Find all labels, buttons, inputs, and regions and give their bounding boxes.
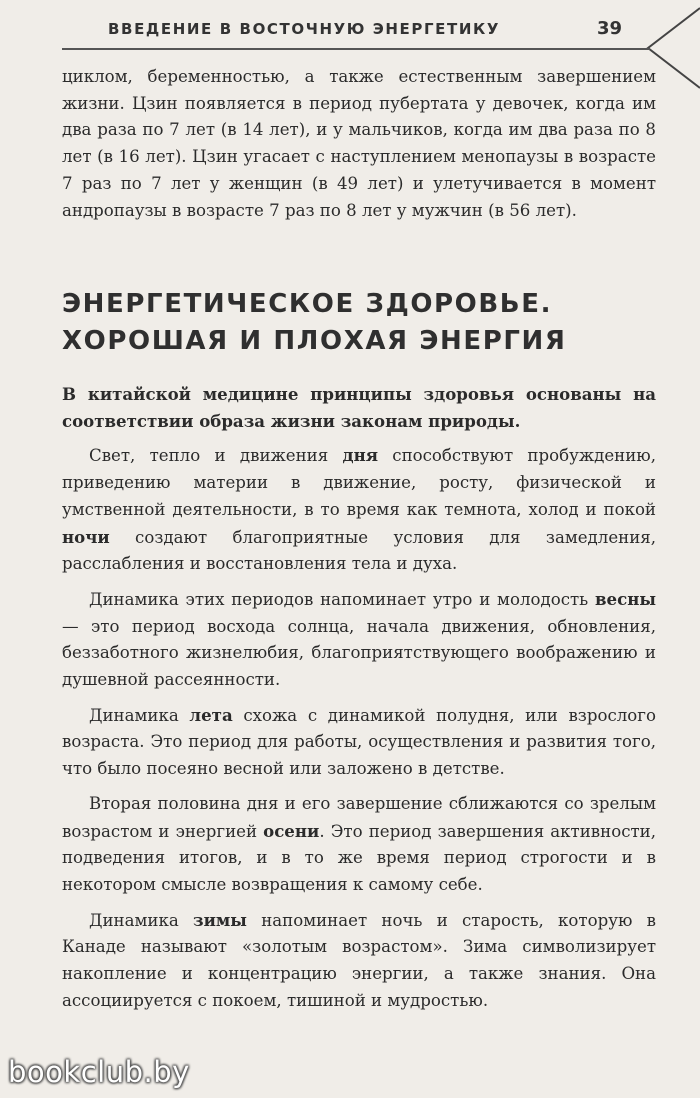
emphasis-night: ночи [62, 526, 110, 547]
paragraph-text: Динамика [89, 910, 193, 930]
section-body [62, 381, 656, 1022]
paragraph-text: схожа с динамикой полудня, или взрослого возраста. Это период для работы, осуществления и развития того, что было посеяно весной или заложено в детстве. [62, 705, 656, 779]
page-number: 39 [597, 18, 623, 39]
paragraph-text: — это период восхода солнца, начала движения, обновления, беззаботного жизнелюбия, благоприятствующего воображению и душевной рассеянности. [62, 616, 656, 690]
paragraph-spring [62, 586, 656, 694]
watermark: bookclub.by [8, 1055, 190, 1089]
section-heading-line-1: ЭНЕРГЕТИЧЕСКОЕ ЗДОРОВЬЕ. [62, 289, 553, 319]
paragraph-text: способствуют пробуждению, приведению материи в движение, росту, физической и умственной деятельности, в то время как темнота, холод и покой [62, 446, 656, 519]
emphasis-day: дня [342, 445, 378, 466]
lead-paragraph: В китайской медицине принципы здоровья основаны на соответствии образа жизни законам природы. [62, 384, 656, 431]
header-rule [62, 48, 650, 50]
paragraph-winter [62, 907, 656, 1015]
running-title: ВВЕДЕНИЕ В ВОСТОЧНУЮ ЭНЕРГЕТИКУ [108, 20, 501, 38]
section-heading-line-2: ХОРОШАЯ И ПЛОХАЯ ЭНЕРГИЯ [62, 326, 567, 356]
emphasis-spring: весны [595, 588, 656, 609]
paragraph-day-night [62, 442, 656, 578]
paragraph-text: Вторая половина дня и его завершение сближаются со зрелым возрастом и энергией [62, 793, 656, 841]
paragraph-text: Динамика этих периодов напоминает утро и молодость [89, 589, 596, 609]
emphasis-winter: зимы [193, 909, 247, 930]
paragraph-text: напоминает ночь и старость, которую в Канаде называют «золотым возрастом». Зима символизирует накопление и концентрацию энергии, а также знания. Она ассоциируется с покоем, тишиной и мудростью. [62, 910, 656, 1010]
emphasis-summer: лета [189, 704, 233, 725]
intro-paragraph: циклом, беременностью, а также естественным завершением жизни. Цзин появляется в период пубертата у девочек, когда им два раза по 7 лет (в 14 лет), и у мальчиков, когда им два раза по 8 лет (в 16 лет). Цзин угасает с наступлением менопаузы в возрасте 7 раз по 7 лет у женщин (в 49 лет) и улетучивается в момент андропаузы в возрасте 7 раз по 8 лет у мужчин (в 56 лет). [62, 67, 656, 220]
paragraph-summer [62, 702, 656, 783]
paragraph-text: Динамика [89, 705, 190, 725]
intro-text [62, 64, 656, 224]
paragraph-text: создают благоприятные условия для замедления, расслабления и восстановления тела и духа. [62, 527, 656, 574]
emphasis-autumn: осени [263, 820, 320, 841]
section-heading [62, 286, 656, 360]
paragraph-text: Свет, тепло и движения [89, 446, 343, 466]
paragraph-autumn [62, 791, 656, 899]
paragraph-text: . Это период завершения активности, подведения итогов, и в то же время период строгости и в некотором смысле возвращения к самому себе. [62, 821, 656, 894]
